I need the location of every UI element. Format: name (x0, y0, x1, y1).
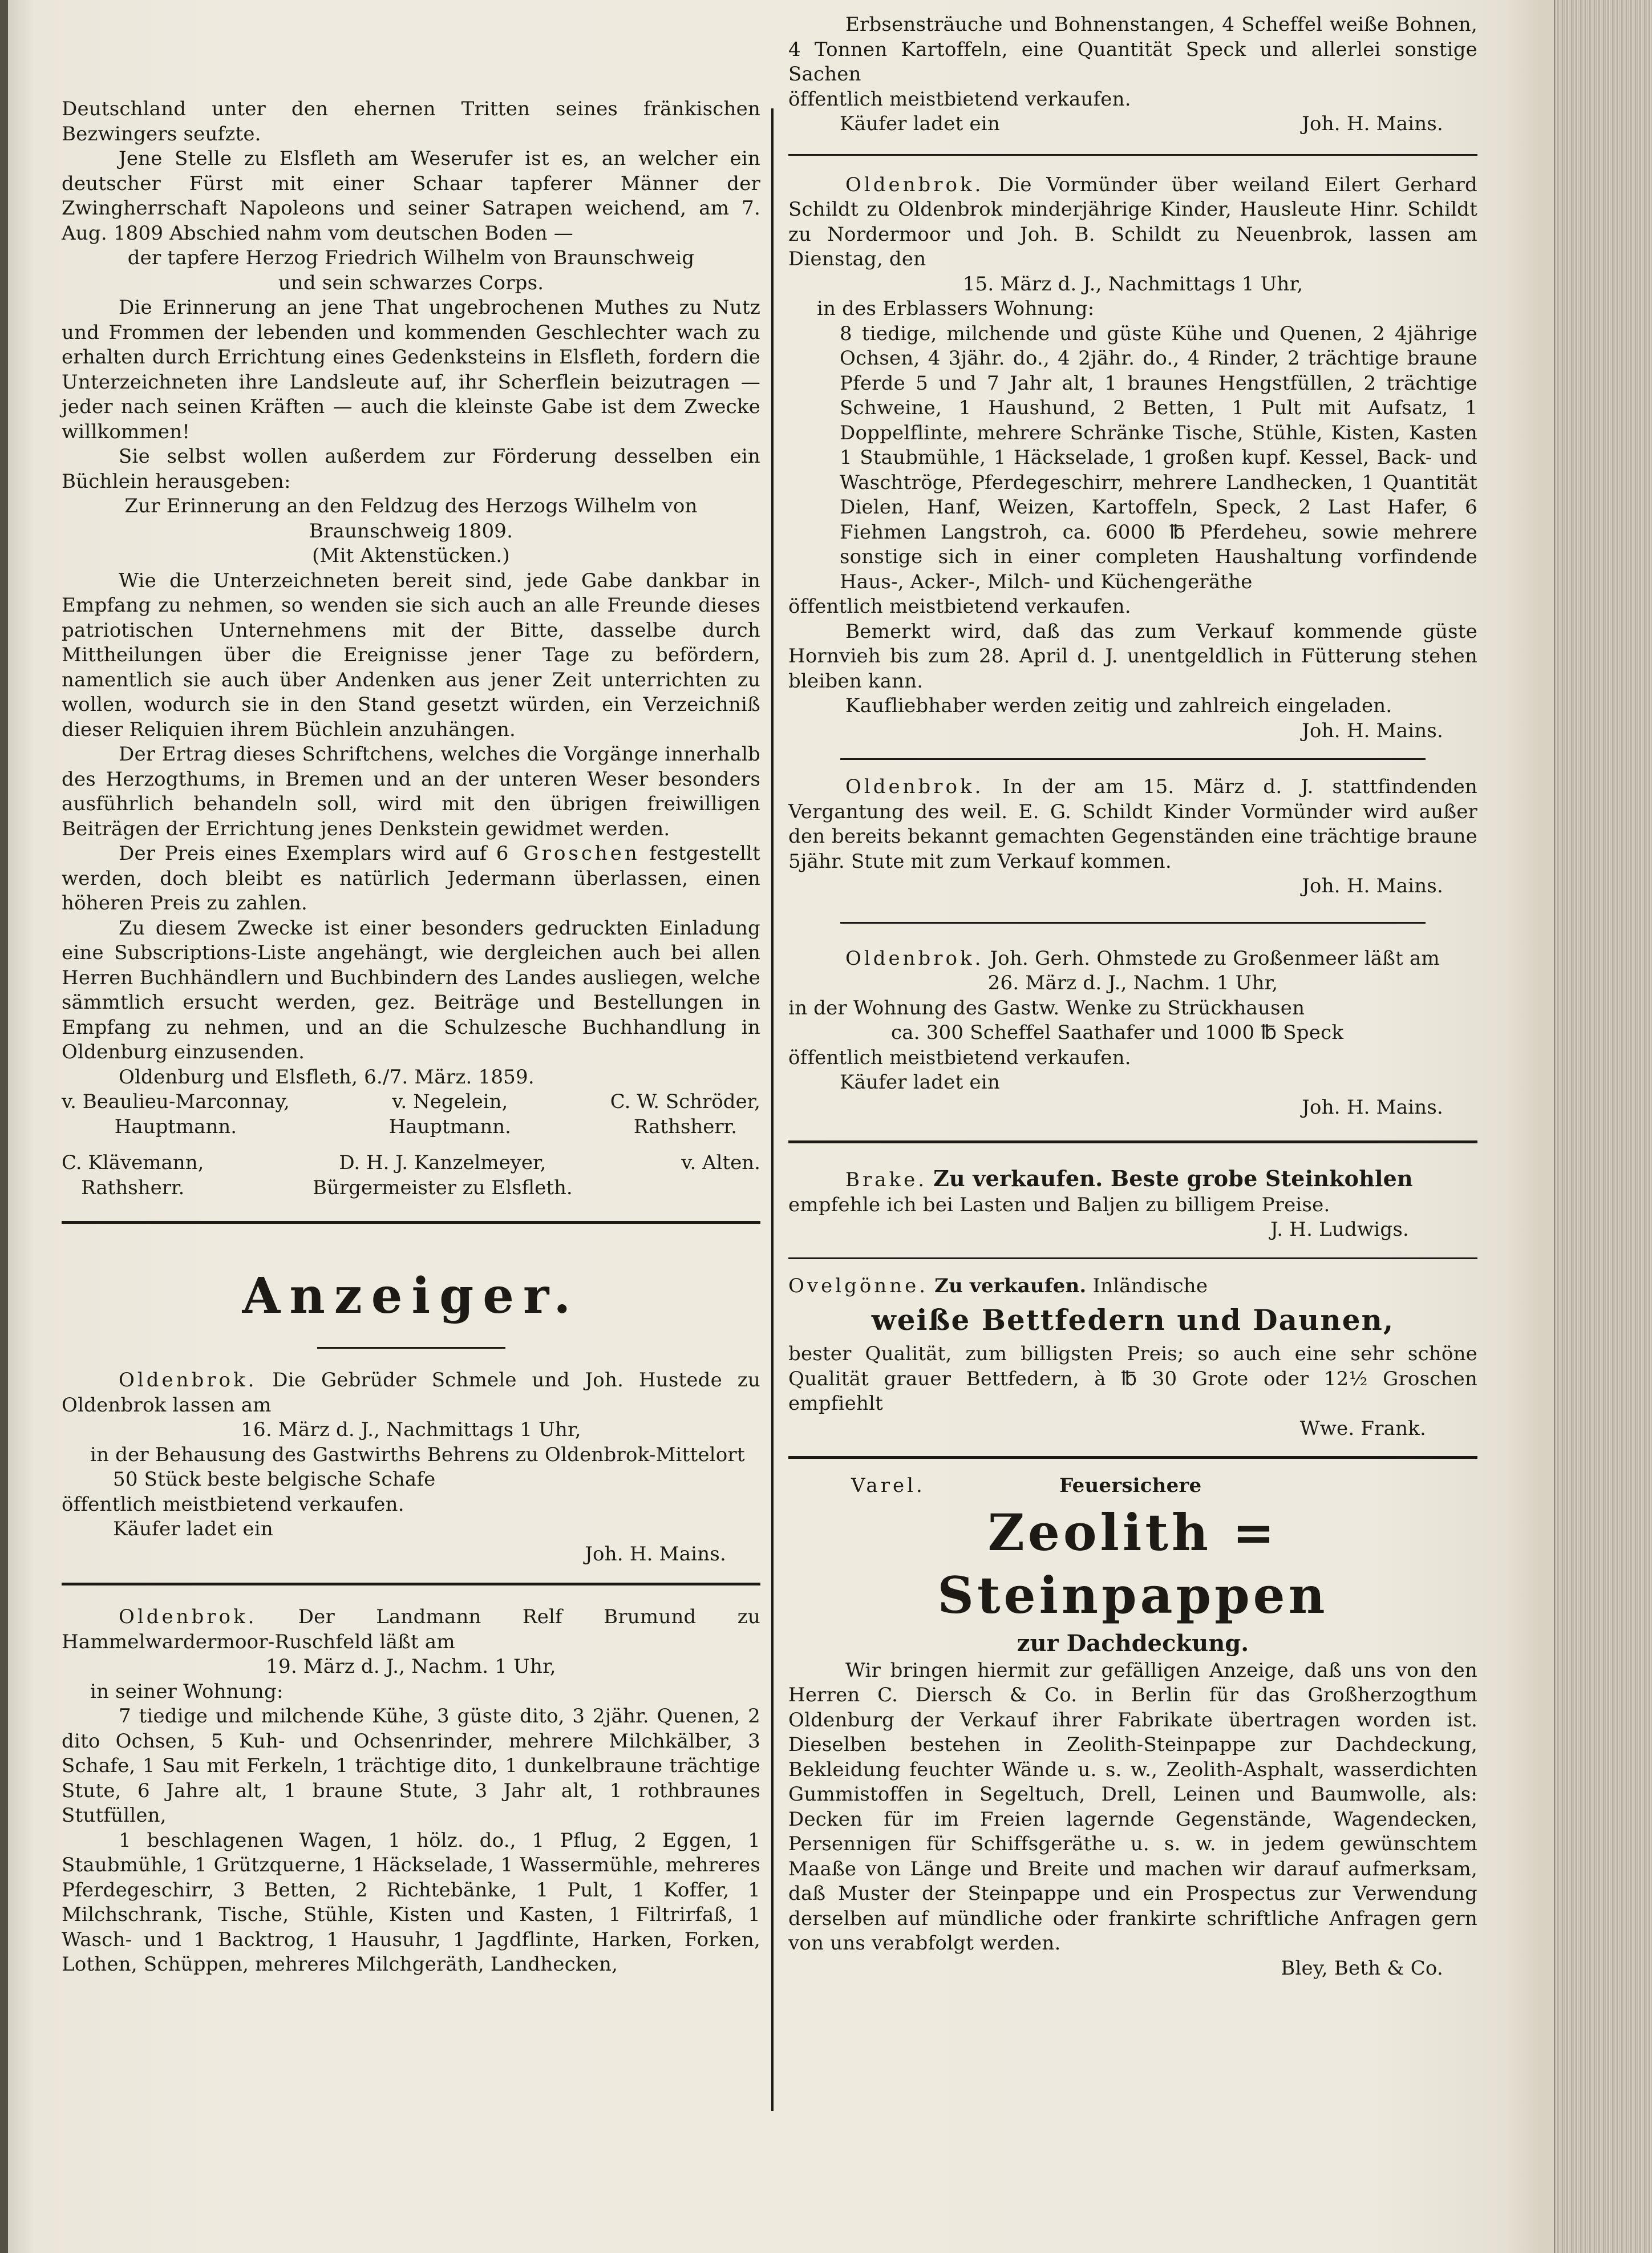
ad-oldenbrok-schafe-intro (62, 1368, 760, 1418)
ad-sale: öffentlich meistbietend verkaufen. (62, 1492, 404, 1516)
ad-separator (788, 154, 1477, 156)
intro-text-elsfleth: Jene Stelle zu Elsfleth am Weserufer ist es, an welcher ein deutscher Fürst mit einer Schaar tapferer Männer der Zwingherrschaft Napoleons und seiner Satrapen weichend, am 7. Aug. 1809 Abschied nahm vom deutschen Boden — (62, 147, 760, 245)
ad-location: in der Wohnung des Gastw. Wenke zu Strückhausen (788, 996, 1305, 1020)
ad-vergantung (788, 775, 1477, 874)
signer-name: v. Negelein, (392, 1090, 508, 1113)
ad-place: Oldenbrok. (845, 173, 984, 196)
ad-intro: Joh. Gerh. Ohmstede zu Großenmeer läßt am (990, 946, 1440, 970)
ad-separator (62, 1583, 760, 1585)
ad-intro: Der Landmann Relf Brumund zu Hammelwardermoor-Ruschfeld läßt am (62, 1605, 760, 1653)
ad-text: bester Qualität, zum billigsten Preis; so auch eine sehr schöne Qualität grauer Bettfedern, à ℔ 30 Grote oder 12½ Groschen empfiehlt (788, 1342, 1477, 1415)
ad-date: 15. März d. J., Nachmittags 1 Uhr, (962, 272, 1303, 296)
booklet-subtitle: (Mit Aktenstücken.) (312, 544, 510, 567)
signer-name: D. H. J. Kanzelmeyer, (339, 1151, 546, 1174)
ad-invite: Kaufliebhaber werden zeitig und zahlreich eingeladen. (845, 694, 1392, 717)
buyers-text: Käufer ladet ein (840, 112, 1000, 135)
ad-date: 16. März d. J., Nachmittags 1 Uhr, (241, 1418, 581, 1441)
booklet-title: Zur Erinnerung an den Feldzug des Herzogs Wilhelm von Braunschweig 1809. (124, 495, 698, 543)
ad-separator (788, 1456, 1477, 1459)
ad-intro: Die Vormünder über weiland Eilert Gerhard Schildt zu Oldenbrok minderjährige Kinder, Hausleute Hinr. Schildt zu Nordermoor und Joh. B. Schildt zu Neuenbrok, lassen am Dienstag, den (788, 173, 1477, 270)
proceeds-paragraph: Der Ertrag dieses Schriftchens, welches die Vorgänge innerhalb des Herzogthums, in Bremen und an der unteren Weser besonders ausführlich behandeln soll, wird mit den übrigen freiwilligen Beiträgen der Errichtung jenes Denkstein gewidmet werden. (62, 743, 760, 840)
ad-sale: öffentlich meistbietend verkaufen. (788, 595, 1131, 618)
signature (389, 1090, 511, 1139)
ad-signer: Joh. H. Mains. (1302, 1095, 1443, 1119)
ad-separator (840, 922, 1426, 924)
page-fore-edge (1554, 0, 1652, 2253)
ad-signer: Joh. H. Mains. (1302, 112, 1443, 135)
ad-location: in der Behausung des Gastwirths Behrens zu Oldenbrok-Mittelort (90, 1443, 745, 1466)
dateline: Oldenburg und Elsfleth, 6./7. März. 1859. (119, 1065, 535, 1089)
intro-text: Deutschland unter den ehernen Tritten seines fränkischen Bezwingers seufzte. (62, 98, 760, 145)
ad-note: Bemerkt wird, daß das zum Verkauf kommende güste Hornvieh bis zum 28. April d. J. unentgeldlich in Fütterung stehen bleiben kann. (788, 620, 1477, 693)
ad-place: Oldenbrok. (119, 1369, 257, 1392)
signature-row-2 (62, 1151, 760, 1200)
ad-signer: Joh. H. Mains. (1302, 719, 1443, 742)
ad-text: empfehle ich bei Lasten und Baljen zu billigem Preise. (788, 1193, 1330, 1216)
signature (610, 1090, 760, 1139)
ad-bettfedern-head (788, 1274, 1477, 1299)
price-amount: 6 Groschen (496, 842, 640, 865)
ad-date: 19. März d. J., Nachm. 1 Uhr, (266, 1655, 556, 1678)
price-text-a: Der Preis eines Exemplars wird auf (119, 842, 487, 865)
ad-items-equipment: 1 beschlagenen Wagen, 1 hölz. do., 1 Pflug, 2 Eggen, 1 Staubmühle, 1 Grützquerne, 1 Häckselade, 1 Wassermühle, mehreres Pferdegeschirr, 3 Betten, 2 Richtebänke, 1 Pult, 1 Koffer, 1 Milchschrank, Tische, Stühle, Kisten und Kasten, 1 Filtrirfaß, 1 Wasch- und 1 Backtrog, 1 Hausuhr, 1 Jagdflinte, Harken, Forken, Lothen, Schüppen, mehreres Milchgeräth, Landhecken, (62, 1829, 760, 1976)
signer-name: v. Beaulieu-Marconnay, (62, 1090, 290, 1113)
ad-signer: J. H. Ludwigs. (1270, 1218, 1409, 1241)
ad-place: Oldenbrok. (119, 1605, 257, 1628)
price-paragraph (62, 842, 760, 916)
ad-subheadline: zur Dachdeckung. (1017, 1629, 1249, 1657)
ad-buyers: Käufer ladet ein (840, 1071, 1000, 1094)
signature (62, 1151, 204, 1200)
ad-label: Zu verkaufen. (934, 1274, 1087, 1297)
book-gutter (0, 0, 8, 2253)
ad-schildt-intro (788, 173, 1477, 272)
ad-sale: öffentlich meistbietend verkaufen. (788, 87, 1131, 111)
ad-separator (788, 1257, 1477, 1259)
price-text-b: festgestellt werden, doch bleibt es natürlich Jedermann überlassen, einen höheren Preis zu zahlen. (62, 842, 760, 915)
ad-intro: Inländische (1092, 1274, 1208, 1297)
ad-steinkohlen-head (788, 1166, 1477, 1193)
ad-kicker: Feuersichere (1059, 1474, 1202, 1497)
signature (313, 1151, 573, 1200)
memorial-appeal: Die Erinnerung an jene That ungebrochenen Muthes zu Nutz und Frommen der lebenden und kommenden Geschlechter wach zu erhalten durch Errichtung eines Gedenksteins in Elsfleth, fordern die Unterzeichneten ihre Landsleute auf, ihr Scherflein beizutragen — jeder nach seinen Kräften — auch die kleinste Gabe ist dem Zwecke willkommen! (62, 296, 760, 443)
signer-name: C. W. Schröder, (610, 1090, 760, 1113)
ad-headline: Zu verkaufen. Beste grobe Steinkohlen (933, 1166, 1413, 1191)
signature (62, 1090, 290, 1139)
ad-place: Oldenbrok. (845, 946, 984, 970)
right-column (788, 13, 1477, 1981)
section-rule (62, 1221, 760, 1224)
ad-location: in seiner Wohnung: (90, 1680, 284, 1703)
ad-signer: Joh. H. Mains. (1302, 875, 1443, 897)
ad-oldenbrok-brumund-intro (62, 1605, 760, 1655)
ad-separator (788, 1140, 1477, 1143)
signer-title: Hauptmann. (388, 1115, 511, 1138)
gift-paragraph: Wie die Unterzeichneten bereit sind, jede Gabe dankbar in Empfang zu nehmen, so wenden sie sich auch an alle Freunde dieses patriotischen Unternehmens mit der Bitte, dasselbe durch Mittheilungen über die Ereignisse jener Tage zu befördern, namentlich sie auch über Andenken aus jener Zeit unterrichten zu wollen, wodurch sie in den Stand gesetzt würden, ein Verzeichniß dieser Reliquien ihrem Büchlein anzuhängen. (62, 569, 760, 741)
booklet-intro: Sie selbst wollen außerdem zur Förderung desselben ein Büchlein herausgeben: (62, 445, 760, 493)
ad-signer: Joh. H. Mains. (585, 1542, 726, 1566)
ad-location: in des Erblassers Wohnung: (817, 297, 1095, 320)
signer-title: Hauptmann. (114, 1115, 237, 1138)
ad-items-livestock: 7 tiedige und milchende Kühe, 3 güste dito, 3 2jähr. Quenen, 2 dito Ochsen, 5 Kuh- und Ochsenrinder, mehrere Milchkälber, 3 Schafe, 1 Sau mit Ferkeln, 1 trächtige dito, 1 dunkelbraune trächtige Stute, 6 Jahre alt, 1 braune Stute, 3 Jahr alt, 1 rothbraunes Stutfüllen, (62, 1705, 760, 1827)
signer-name: C. Klävemann, (62, 1151, 204, 1174)
ad-intro: Die Gebrüder Schmele und Joh. Hustede zu Oldenbrok lassen am (62, 1369, 760, 1417)
ad-items: 50 Stück beste belgische Schafe (113, 1468, 436, 1491)
ad-zeolith-head (788, 1474, 1477, 1499)
duke-corps-line: und sein schwarzes Corps. (278, 271, 544, 294)
column-divider (771, 108, 774, 2111)
heading-rule (317, 1347, 505, 1349)
signer-name: v. Alten. (681, 1151, 760, 1174)
left-column (62, 97, 760, 1977)
ad-sale: öffentlich meistbietend verkaufen. (788, 1046, 1131, 1069)
signer-title: Bürgermeister zu Elsfleth. (312, 1176, 573, 1199)
section-heading-anzeiger: Anzeiger. (242, 1267, 580, 1325)
ad-place: Varel. (851, 1474, 925, 1497)
ad-place: Oldenbrok. (845, 775, 984, 798)
ad-items: 8 tiedige, milchende und güste Kühe und Quenen, 2 4jährige Ochsen, 4 3jähr. do., 4 2jähr. do., 4 Rinder, 2 trächtige braune Pferde 5 und 7 Jahr alt, 1 braunes Hengstfüllen, 2 trächtige Schweine, 1 Haushund, 2 Betten, 1 Pult mit Aufsatz, 1 Doppelflinte, mehrere Schränke Tische, Stühle, Kisten, Kasten 1 Staubmühle, 1 Häckselade, 1 großen kupf. Kessel, Back- und Waschtröge, Pferdegeschirr, mehrere Landhecken, 1 Quantität Dielen, Hanf, Weizen, Kartoffeln, Speck, 2 Last Hafer, 6 Fiehmen Langstroh, ca. 6000 ℔ Pferdeheu, sowie mehrere sonstige sich in einer completen Haushaltung vorfindende Haus-, Acker-, Milch- und Küchengeräthe (840, 322, 1477, 593)
ad-date: 26. März d. J., Nachm. 1 Uhr, (987, 972, 1278, 994)
signer-title: Rathsherr. (633, 1115, 738, 1138)
ad-items: ca. 300 Scheffel Saathafer und 1000 ℔ Speck (891, 1021, 1344, 1044)
ad-text: In der am 15. März d. J. stattfindenden Vergantung des weil. E. G. Schildt Kinder Vormünder wird außer den bereits bekannt gemachten Gegenständen eine trächtige braune 5jähr. Stute mit zum Verkauf kommen. (788, 775, 1477, 873)
ad-signer: Bley, Beth & Co. (1281, 1956, 1443, 1980)
ad-signer: Wwe. Frank. (1299, 1417, 1426, 1440)
ad-buyers: Käufer ladet ein (113, 1518, 273, 1540)
ad-separator (840, 758, 1426, 760)
signature (681, 1151, 760, 1200)
subscription-paragraph: Zu diesem Zwecke ist einer besonders gedruckten Einladung eine Subscriptions-Liste angehängt, wie dergleichen auch bei allen Herren Buchhändlern und Buchbindern des Landes ausliegen, welche sämmtlich ersucht werden, gez. Beiträge und Bestellungen in Empfang zu nehmen, und an die Schulzesche Buchhandlung in Oldenburg einzusenden. (62, 916, 760, 1063)
ad-headline: weiße Bettfedern und Daunen, (871, 1303, 1395, 1337)
ad-ohmstede-intro (788, 946, 1477, 972)
signature-row-1 (62, 1090, 760, 1139)
ad-buyers (788, 112, 1477, 137)
duke-name-line: der tapfere Herzog Friedrich Wilhelm von Braunschweig (127, 246, 695, 269)
ad-headline: Zeolith = Steinpappen (937, 1502, 1329, 1625)
signer-title: Rathsherr. (81, 1176, 185, 1199)
ad-continuation: Erbsensträuche und Bohnenstangen, 4 Scheffel weiße Bohnen, 4 Tonnen Kartoffeln, eine Quantität Speck und allerlei sonstige Sachen (788, 13, 1477, 86)
ad-place: Brake. (845, 1168, 928, 1191)
ad-text: Wir bringen hiermit zur gefälligen Anzeige, daß uns von den Herren C. Diersch & Co. in Berlin für das Großherzogthum Oldenburg der Verkauf ihrer Fabrikate übertragen worden ist. Dieselben bestehen in Zeolith-Steinpappe zur Dachdeckung, Bekleidung feuchter Wände u. s. w., Zeolith-Asphalt, wasserdichten Gummistoffen in Segeltuch, Drell, Leinen und Baumwolle, als: Decken für im Freien lagernde Gegenstände, Wagendecken, Persennigen für Schiffsgeräthe u. s. w. in jedem gewünschtem Maaße von Länge und Breite und machen wir darauf aufmerksam, daß Muster der Steinpappe und ein Prospectus zur Verwendung derselben auf mündliche oder frankirte schriftliche Anfragen gern von uns verabfolgt werden. (788, 1659, 1477, 1955)
ad-place: Ovelgönne. (788, 1274, 929, 1297)
